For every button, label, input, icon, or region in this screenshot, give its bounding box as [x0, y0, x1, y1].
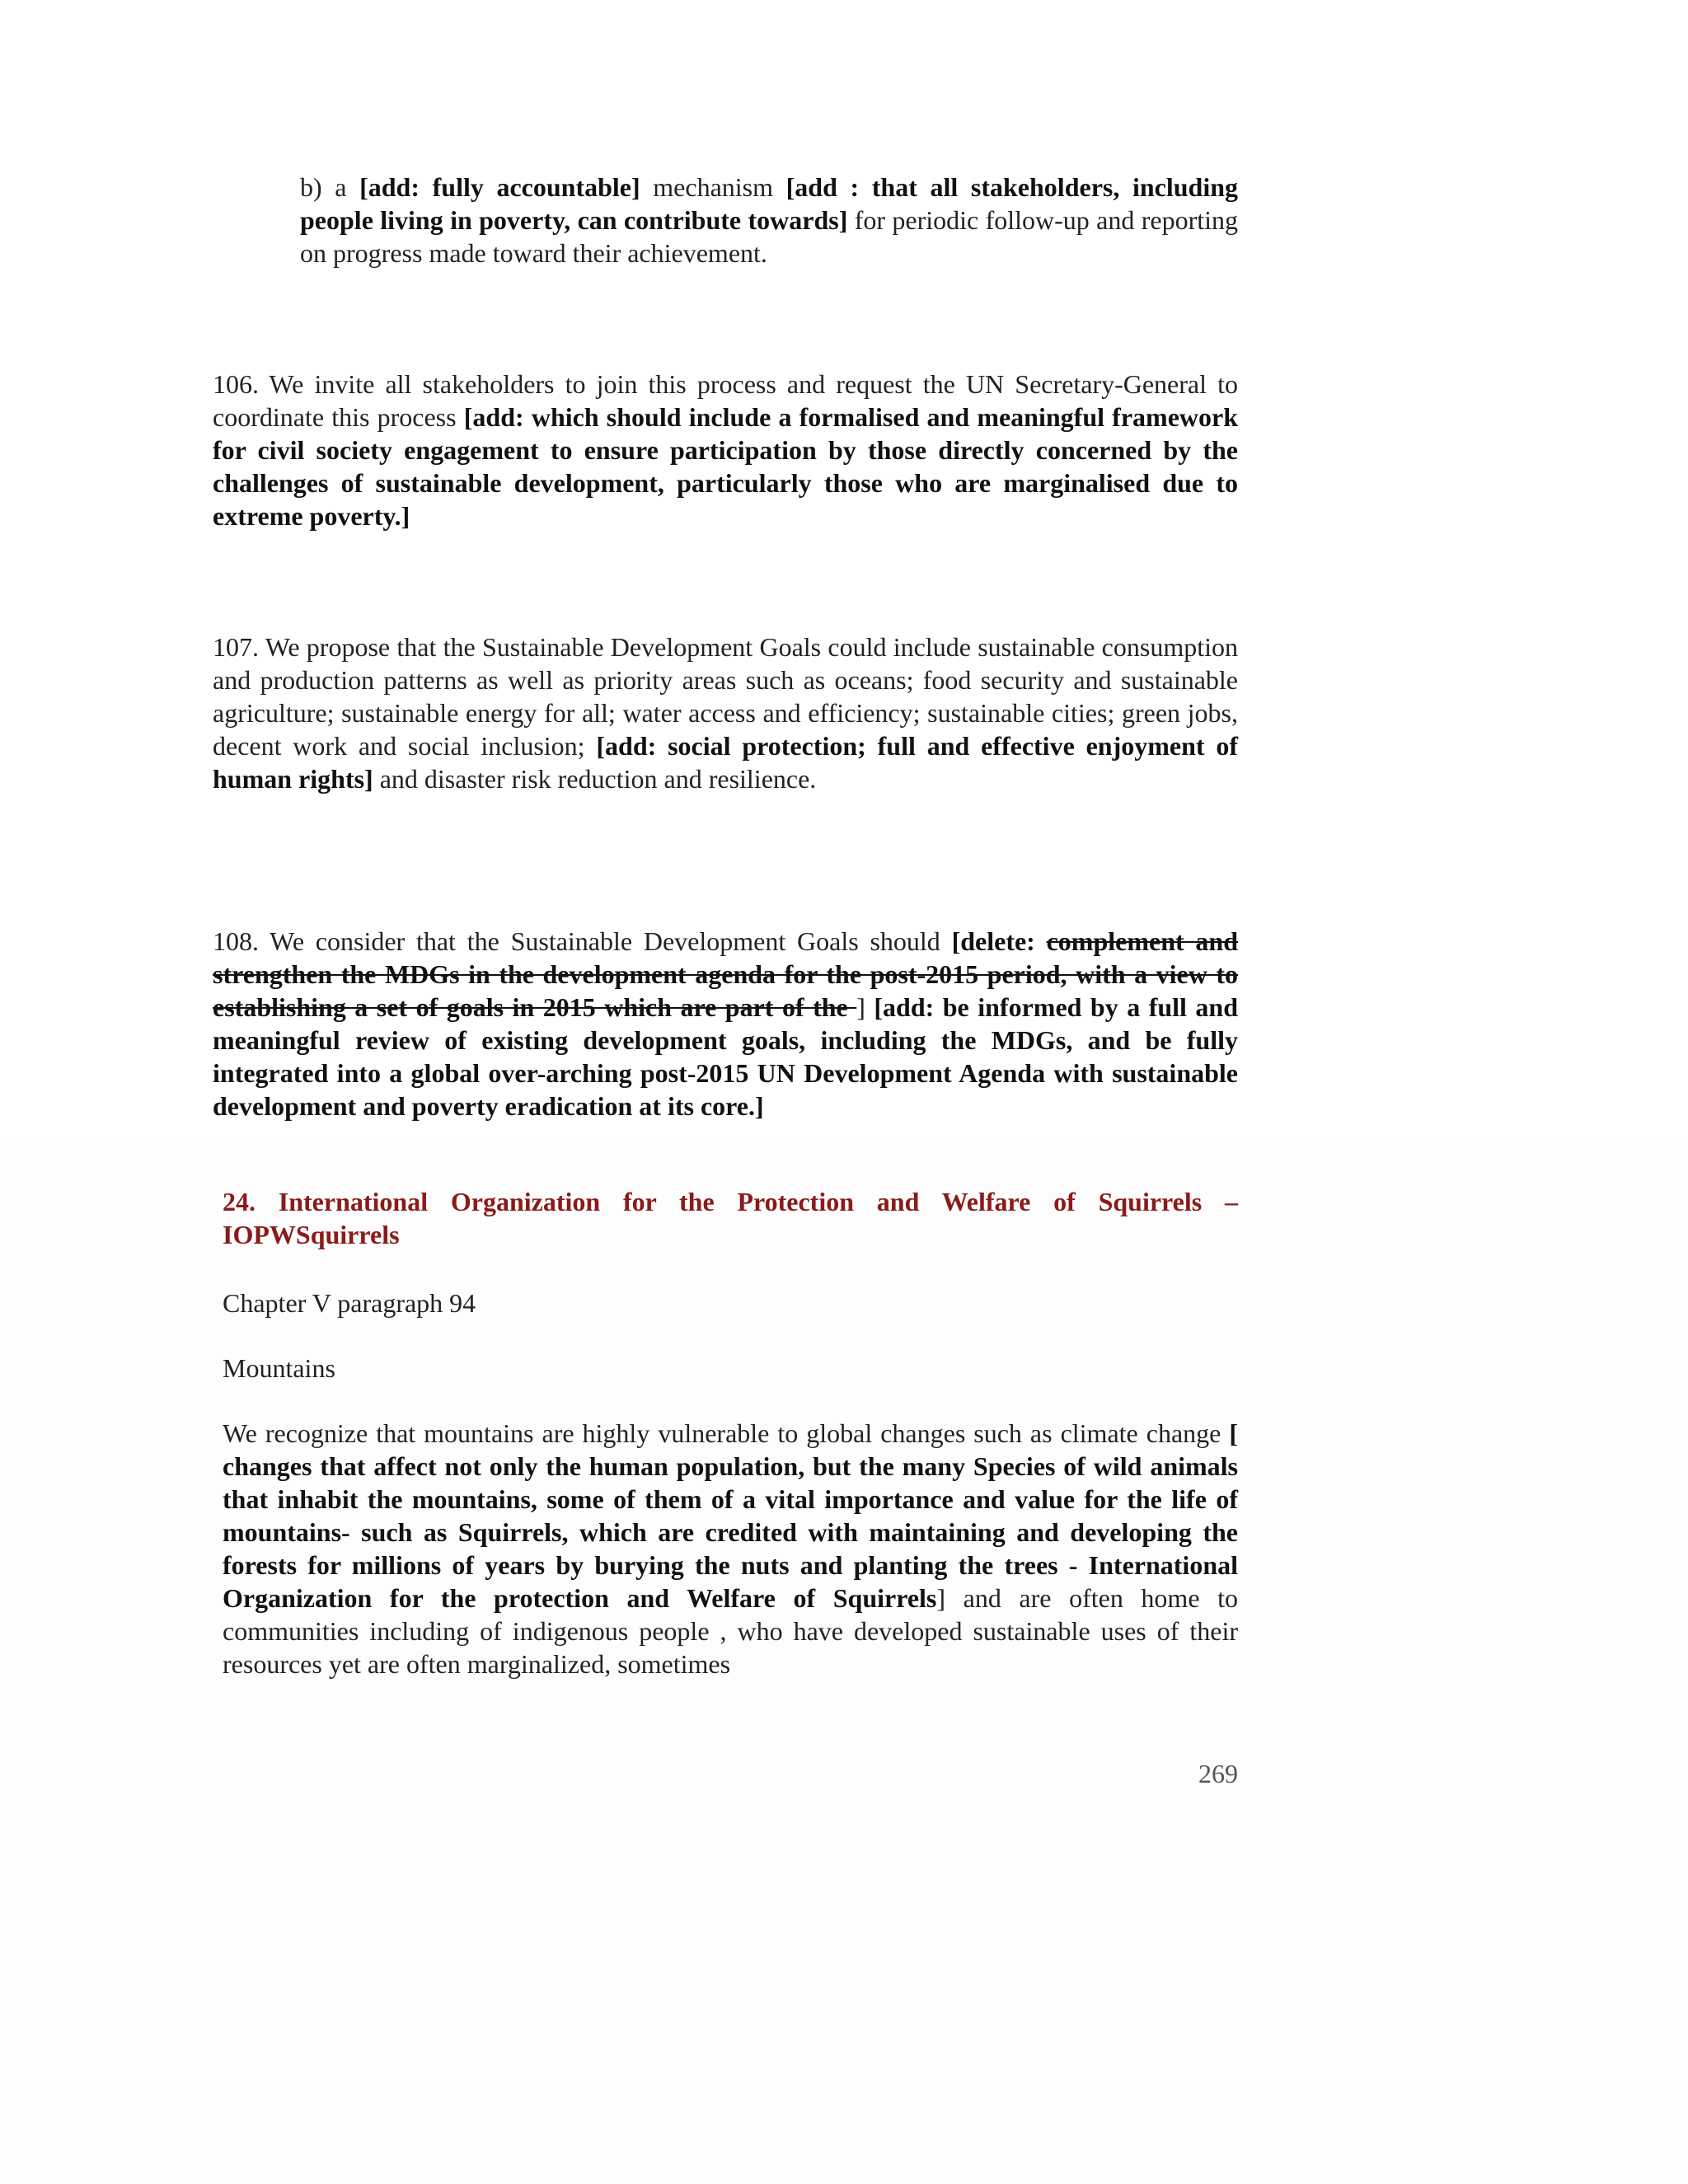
para-107-text-2: and disaster risk reduction and resilience.: [373, 764, 817, 794]
page-number: 269: [1198, 1759, 1238, 1788]
para-107-text-1: 107. We propose that the Sustainable Development Goals could include sustainable consumption and production patterns as well as priority areas such as oceans; food security and sustainable agriculture; sustainable energy for all; water access and efficiency; sustainable cities; green jobs, decent work and social inclusion;: [213, 632, 1238, 761]
paragraph-108: [213, 925, 1238, 1122]
chapter-reference: Chapter V paragraph 94: [223, 1288, 476, 1318]
para-106-add: [add: which should include a formalised and meaningful framework for civil society engagement to ensure participation by those directly concerned by the challenges of sustainable development, particularly those who are marginalised due to extreme poverty.]: [213, 402, 1239, 531]
para-107-add: [add: social protection; full and effective enjoyment of human rights]: [213, 731, 1239, 794]
para-108-add: [add: be informed by a full and meaningful review of existing development goals, including the MDGs, and be fully integrated into a global over-arching post-2015 UN Development Agenda with sustainable development and poverty eradication at its core.]: [213, 992, 1239, 1121]
subheading-mountains: Mountains: [223, 1353, 335, 1383]
para-108-bracket: ]: [856, 992, 865, 1022]
mountains-text-1: We recognize that mountains are highly vulnerable to global changes such as climate change: [223, 1418, 1230, 1448]
para-108-text: 108. We consider that the Sustainable Development Goals should: [213, 926, 952, 956]
para-b-text-1: b) a: [300, 172, 360, 202]
para-b-add-2: [add : that all stakeholders, including people living in poverty, can contribute towards]: [300, 172, 1239, 235]
paragraph-mountains: [223, 1417, 1238, 1680]
para-b-add-1: [add: fully accountable]: [359, 172, 640, 202]
para-b-text-3: for periodic follow-up and reporting on progress made toward their achievement.: [300, 205, 1239, 268]
para-106-text: 106. We invite all stakeholders to join this process and request the UN Secretary-General to coordinate this process: [213, 369, 1238, 432]
paragraph-106: [213, 368, 1238, 532]
paragraph-107: [213, 630, 1238, 795]
section-heading: 24. International Organization for the Protection and Welfare of Squirrels – IOPWSquirrels: [223, 1187, 1238, 1249]
para-108-delete-marker: [delete:: [951, 926, 1047, 956]
mountains-add: [ changes that affect not only the human population, but the many Species of wild animals that inhabit the mountains, some of them of a vital importance and value for the life of mountains- such as Squirrels, which are credited with maintaining and developing the forests for millions of years by burying the nuts and planting the trees - International Organization for the protection and Welfare of Squirrels: [223, 1418, 1238, 1613]
para-b-text-2: mechanism: [640, 172, 786, 202]
mountains-text-2: ] and are often home to communities including of indigenous people , who have developed sustainable uses of their resources yet are often marginalized, sometimes: [223, 1583, 1239, 1679]
para-108-deleted-text: complement and strengthen the MDGs in the development agenda for the post-2015 period, with a view to establishing a set of goals in 2015 which are part of the: [213, 926, 1239, 1022]
paragraph-b: [300, 171, 1238, 269]
